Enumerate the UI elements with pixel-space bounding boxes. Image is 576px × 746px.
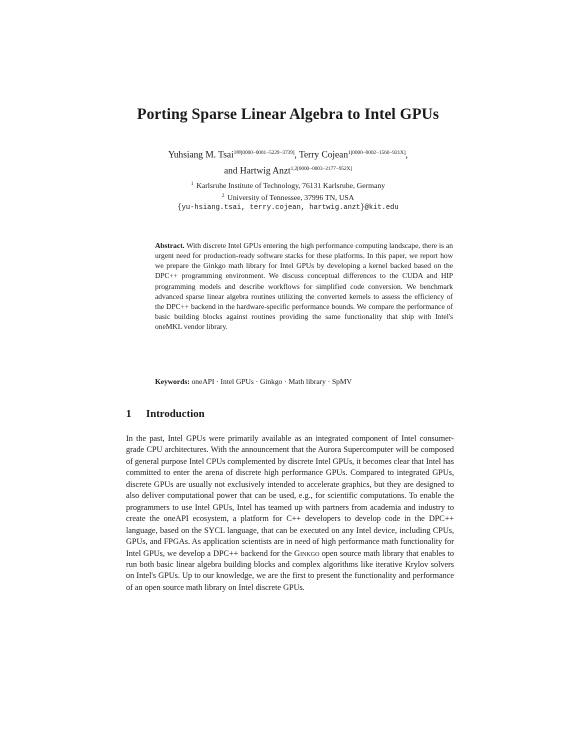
abstract [155,241,453,332]
author-list [100,147,476,178]
affiliations [100,180,476,214]
section-number: 1 [126,408,132,420]
author-separator: , [405,150,408,161]
author-separator: , [294,150,299,161]
author-name: and Hartwig Anzt [223,166,291,176]
abstract-label: Abstract. [155,241,185,250]
introduction-body [126,433,454,593]
section-heading [126,408,205,420]
abstract-text: With discrete Intel GPUs entering the high performance computing landscape, there is an urgent need for production-ready software stacks for these platforms. In this paper, we report how we prepare the Ginkgo math library for Intel GPUs by developing a kernel backed based on the DPC++ programming environment. We discuss conceptual differences to the CUDA and HIP programming models and describe workflows for simplified code conversion. We benchmark advanced sparse linear algebra routines utilizing the converted kernels to assess the efficiency of the DPC++ backend in the hardware-specific performance bounds. We compare the performance of basic building blocks against routines providing the same functionality that ship with Intel's oneMKL vendor library. [155,241,453,332]
keywords [155,377,453,387]
section-title: Introduction [146,408,205,420]
author-emails: {yu-hsiang.tsai, terry.cojean, hartwig.anzt}@kit.edu [177,204,399,212]
body-text: open source math library that enables to run both basic linear algebra building blocks and complex algorithms like iterative Krylov solvers on Intel's GPUs. Up to our knowledge, we are the first to present the functionality and performance of an open source math library on Intel discrete GPUs. [126,548,455,592]
keywords-text: oneAPI · Intel GPUs · Ginkgo · Math library · SpMV [191,377,352,386]
affiliation-text: Karlsruhe Institute of Technology, 76131 Karlsruhe, Germany [196,181,386,190]
author-orcid-mark: 1[0000−0002−1560−921X] [348,150,406,156]
paper-title: Porting Sparse Linear Algebra to Intel GPUs [137,106,439,123]
author-name: Terry Cojean [298,150,349,161]
affiliation-line [100,192,476,204]
ginkgo-name: Ginkgo [294,548,320,558]
keywords-label: Keywords: [155,377,190,386]
author-orcid-mark: 1✉[0000−0001−5229−3739] [233,150,295,156]
affiliation-number: 1 [190,182,194,187]
author-orcid-mark: 1,2[0000−0003−2177−952X] [290,165,353,172]
affiliation-number: 2 [221,193,225,199]
affiliation-text: University of Tennessee, 37996 TN, USA [227,192,355,202]
author-name: Yuhsiang M. Tsai [168,150,234,161]
affiliation-line [100,180,476,192]
body-text: In the past, Intel GPUs were primarily available as an integrated component of Intel consumer-grade CPU architectures. With the announcement that the Aurora Supercomputer will be composed of general purpose Intel CPUs complemented by discrete Intel GPUs, it becomes clear that Intel has committed to enter the arena of discrete high performance GPUs. Compared to integrated GPUs, discrete GPUs are usually not exclusively intended to accelerate graphics, but they are designed to also deliver computational power that can be used, e.g., for scientific computations. To enable the programmers to use Intel GPUs, Intel has teamed up with partners from academia and industry to create the oneAPI ecosystem, a platform for C++ developers to develop code in the DPC++ language, based on the SYCL language, that can be executed on any Intel device, including CPUs, GPUs, and FPGAs. As application scientists are in need of high performance math functionality for Intel GPUs, we develop a DPC++ backend for the [126,434,454,558]
